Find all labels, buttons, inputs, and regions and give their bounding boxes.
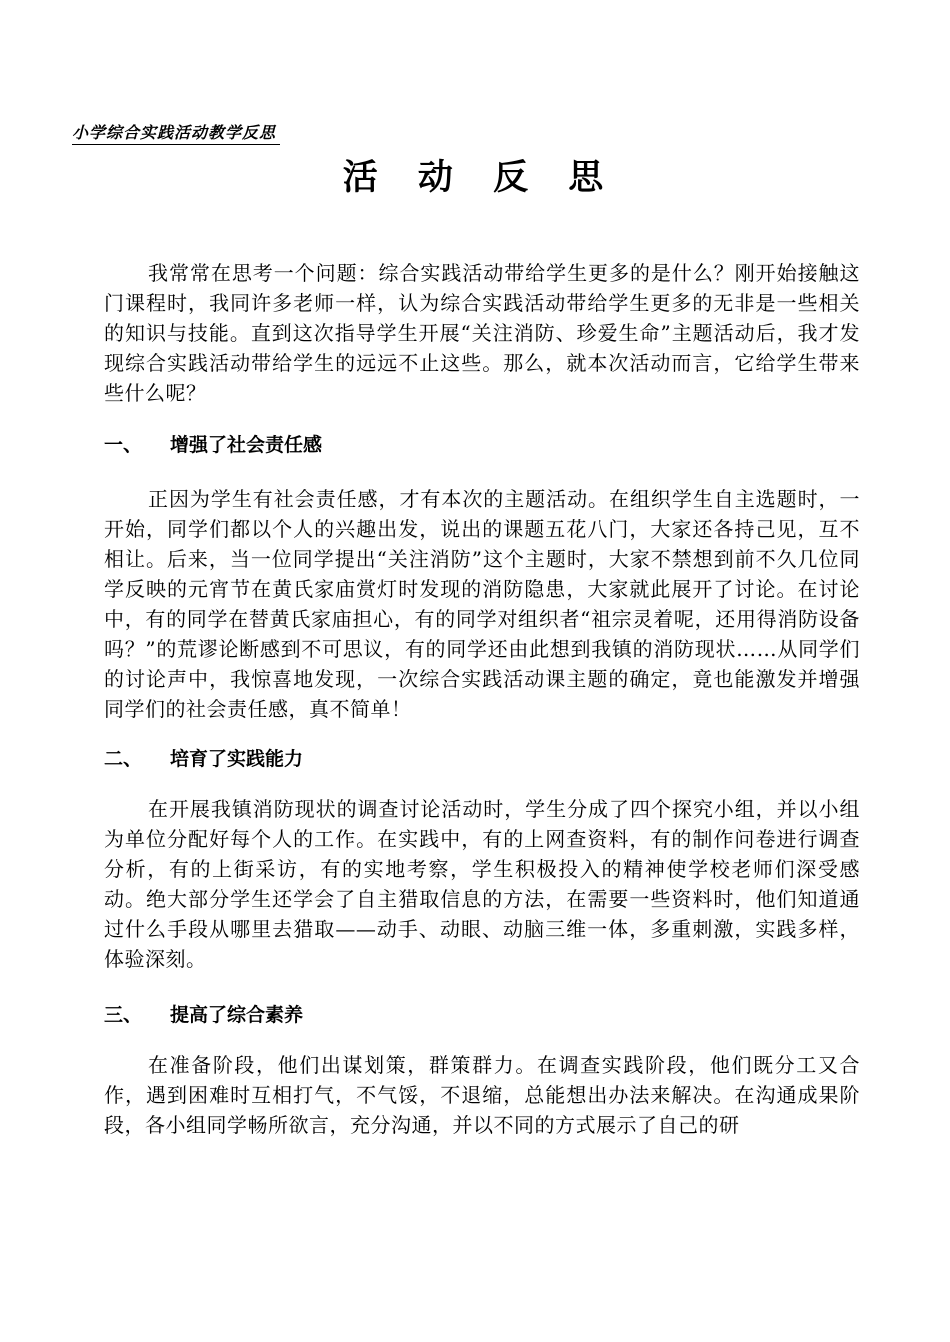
section-body-1: 正因为学生有社会责任感，才有本次的主题活动。在组织学生自主选题时，一开始，同学们都以个人的兴趣出发，说出的课题五花八门，大家还各持己见，互不相让。后来，当一位同学提出“关注消防”这个主题时，大家不禁想到前不久几位同学反映的元宵节在黄氏家庙赏灯时发现的消防隐患，大家就此展开了讨论。在讨论中，有的同学在替黄氏家庙担心，有的同学对组织者“祖宗灵着呢，还用得消防设备吗？”的荒谬论断感到不可思议，有的同学还由此想到我镇的消防现状……从同学们的讨论声中，我惊喜地发现，一次综合实践活动课主题的确定，竟也能激发并增强同学们的社会责任感，真不简单！ xyxy=(104,487,860,721)
section-heading-2 xyxy=(104,744,303,771)
section-body-3: 在准备阶段，他们出谋划策，群策群力。在调查实践阶段，他们既分工又合作，遇到困难时互相打气，不气馁，不退缩，总能想出办法来解决。在沟通成果阶段，各小组同学畅所欲言，充分沟通，并以不同的方式展示了自己的研 xyxy=(104,1053,860,1137)
running-header: 小学综合实践活动教学反思 xyxy=(72,120,280,145)
intro-paragraph: 我常常在思考一个问题：综合实践活动带给学生更多的是什么？刚开始接触这门课程时，我同许多老师一样，认为综合实践活动带给学生更多的无非是一些相关的知识与技能。直到这次指导学生开展“关注消防、珍爱生命”主题活动后，我才发现综合实践活动带给学生的远远不止这些。那么，就本次活动而言，它给学生带来些什么呢？ xyxy=(104,261,860,405)
section-heading-1 xyxy=(104,430,322,457)
section-heading-text: 提高了综合素养 xyxy=(170,1004,304,1026)
section-heading-text: 培育了实践能力 xyxy=(170,748,304,770)
section-body-2: 在开展我镇消防现状的调查讨论活动时，学生分成了四个探究小组，并以小组为单位分配好每个人的工作。在实践中，有的上网查资料，有的制作问卷进行调查分析，有的上街采访，有的实地考察，学生积极投入的精神使学校老师们深受感动。绝大部分学生还学会了自主猎取信息的方法，在需要一些资料时，他们知道通过什么手段从哪里去猎取——动手、动眼、动脑三维一体，多重刺激，实践多样，体验深刻。 xyxy=(104,797,860,971)
section-heading-text: 增强了社会责任感 xyxy=(170,434,323,456)
document-title: 活 动 反 思 xyxy=(342,157,618,198)
section-number: 三、 xyxy=(104,1004,143,1026)
section-number: 一、 xyxy=(104,434,143,456)
section-heading-3 xyxy=(104,1000,303,1027)
section-number: 二、 xyxy=(104,748,143,770)
